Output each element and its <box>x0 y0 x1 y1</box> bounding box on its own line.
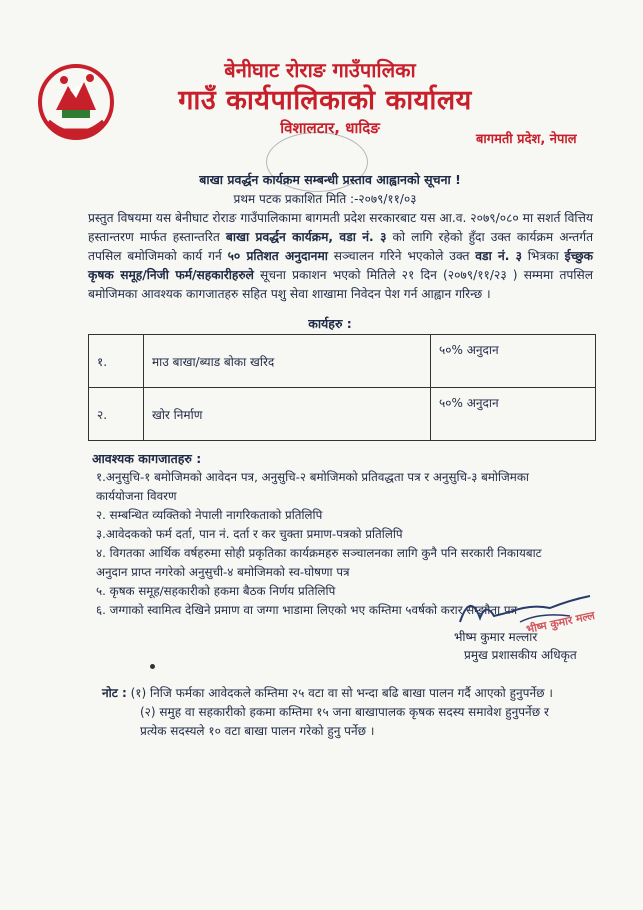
table-row: २. खोर निर्माण ५०% अनुदान <box>89 388 596 441</box>
table-row: १. माउ बाखा/ब्याड बोका खरिद ५०% अनुदान <box>89 335 596 388</box>
list-item: २. सम्बन्धित व्यक्तिको नेपाली नागरिकताको प्रतिलिपि <box>96 508 323 522</box>
list-item: ३.आवेदकको फर्म दर्ता, पान नं. दर्ता र कर चुक्ता प्रमाण-पत्रको प्रतिलिपि <box>96 527 403 541</box>
list-item: अनुदान प्राप्त नगरेको अनुसुची-४ बमोजिमको स्व-घोषणा पत्र <box>96 565 350 579</box>
municipality-name: बेनीघाट रोराङ गाउँपालिका <box>224 58 416 82</box>
notice-title: बाखा प्रवर्द्धन कार्यक्रम सम्बन्धी प्रस्ताव आह्वानको सूचना ! <box>199 172 461 187</box>
list-item: ५. कृषक समूह/सहकारीको हकमा बैठक निर्णय प्रतिलिपि <box>96 584 336 598</box>
publish-date: प्रथम पटक प्रकाशित मिति :-२०७९/११/०३ <box>233 192 417 206</box>
signatory-name: भीष्म कुमार मल्लार <box>454 630 538 644</box>
province-name: बागमती प्रदेश, नेपाल <box>476 132 577 147</box>
office-location: विशालटार, धादिङ <box>280 119 380 137</box>
list-item: ४. विगतका आर्थिक वर्षहरुमा सोही प्रकृतिका कार्यक्रमहरु सञ्चालनका लागि कुनै पनि सरकारी निकायबाट <box>96 546 542 560</box>
programs-heading: कार्यहरु : <box>308 316 352 331</box>
notice-body: प्रस्तुत विषयमा यस बेनीघाट रोराङ गाउँपालिकामा बागमती प्रदेश सरकारबाट यस आ.व. २०७९/०८० मा सशर्त वित्तिय हस्तान्तरण मार्फत हस्तान्तरित बाखा प्रवर्द्धन कार्यक्रम, वडा नं. ३ को लागि रहेको हुँदा उक्त कार्यक्रम अन्तर्गत तपसिल बमोजिमको कार्य गर्न ५० प्रतिशत अनुदानमा सञ्चालन गरिने भएकोले उक्त वडा नं. ३ भित्रका ईच्छुक कृषक समूह/निजी फर्म/सहकारीहरुले सूचना प्रकाशन भएको मितिले २१ दिन (२०७९/११/२३ ) सम्ममा तपसिल बमोजिमका आवश्यक कागजातहरु सहित पशु सेवा शाखामा निवेदन पेश गर्न आह्वान गरिन्छ । <box>88 211 594 301</box>
list-item: १.अनुसुचि-१ बमोजिमको आवेदन पत्र, अनुसुचि-२ बमोजिमको प्रतिवद्धता पत्र र अनुसुचि-३ बमोजिमका <box>96 470 529 484</box>
documents-heading: आवश्यक कागजातहरु : <box>92 451 202 466</box>
notes-label: नोट : <box>102 686 127 700</box>
signatory-title: प्रमुख प्रशासकीय अधिकृत <box>464 648 577 662</box>
nepal-emblem-icon <box>34 60 118 150</box>
signature-stamp: भीष्म कुमार मल्ल <box>525 608 596 637</box>
programs-table <box>88 334 596 441</box>
list-item: ६. जग्गाको स्वामित्व देखिने प्रमाण वा जग्गा भाडामा लिएको भए कम्तिमा ५वर्षको करार सम्झौता पत्र <box>96 603 518 617</box>
list-item: कार्ययोजना विवरण <box>96 489 177 503</box>
notes-section: नोट : (१) निजि फर्मका आवेदकले कम्तिमा २५ वटा वा सो भन्दा बढि बाखा पालन गर्दै आएको हुनुपर्नेछ । (२) समुह वा सहकारीको हकमा कम्तिमा १५ जना बाखापालक कृषक सदस्य समावेश हुनुपर्नेछ र प्रत्येक सदस्यले १० वटा बाखा पालन गरेको हुनु पर्नेछ । <box>102 686 553 738</box>
ink-dot <box>150 664 155 669</box>
office-name: गाउँ कार्यपालिकाको कार्यालय <box>178 85 472 116</box>
